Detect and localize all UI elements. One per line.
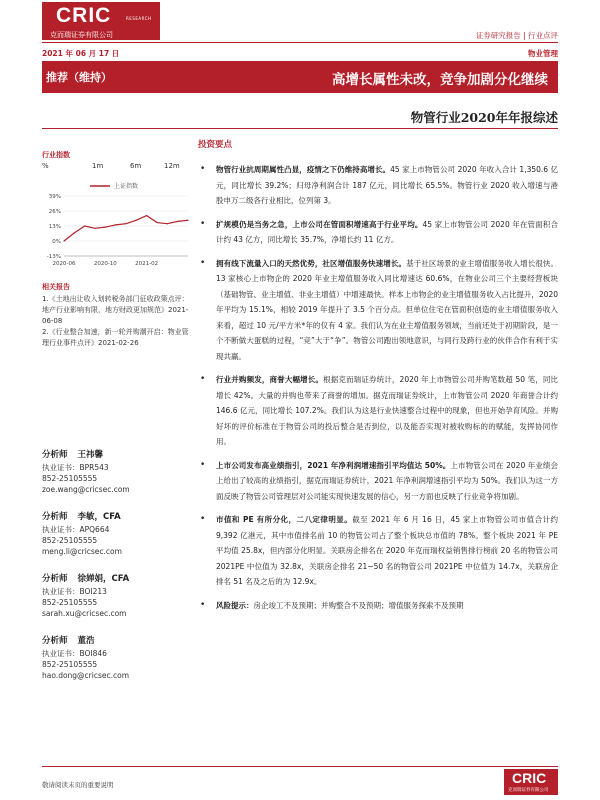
y-tick-label: -13% [46, 254, 61, 260]
y-tick-label: 39% [48, 194, 61, 200]
rating-label: 推荐（维持） [46, 71, 112, 84]
related-reports [42, 282, 192, 349]
analyst-name: 李敏，CFA [77, 512, 121, 522]
report-type: 证券研究报告 | 行业点评 [475, 31, 558, 40]
highlight-lead: 行业并购频发，商誉大幅增长。 [216, 375, 324, 384]
y-tick-label: 13% [48, 224, 61, 230]
data-point [125, 223, 126, 224]
highlight-item [198, 458, 558, 505]
index-chart [42, 178, 192, 270]
index-box [42, 150, 192, 170]
highlight-lead: 上市公司发布高业绩指引，2021 年净利润增速指引平均值达 50%。 [216, 460, 451, 470]
analyst-label: 分析师 [42, 574, 68, 584]
footer-note: 敬请阅读末页的重要说明 [42, 781, 114, 789]
highlight-lead: 拥有线下流量入口的天然优势，社区增值服务快速增长。 [216, 258, 407, 268]
data-point [177, 221, 178, 222]
risk-warning [198, 598, 558, 614]
analyst-name: 徐婵娟，CFA [77, 574, 130, 584]
analyst-block [42, 510, 192, 557]
data-point [156, 222, 157, 223]
investment-highlights [198, 138, 558, 613]
highlight-item [198, 512, 558, 590]
x-tick-label: 2020-10 [93, 261, 117, 267]
sector-label: 物业管理 [528, 49, 558, 58]
section-title: 投资要点 [198, 140, 233, 150]
analyst-label: 分析师 [42, 450, 68, 460]
series-line [64, 216, 188, 241]
related-report-item: 1.《土地出让收入划转税务部门征收政策点评：地产行业影响有限，地方财政更加规范》2021-06-08 [42, 295, 189, 325]
title-banner [42, 61, 558, 93]
analyst-name: 王祎馨 [77, 450, 104, 460]
footer-logo [504, 769, 558, 795]
subtitle-divider [42, 128, 558, 129]
highlight-item [198, 217, 558, 248]
report-subtitle: 物管行业2020年年报综述 [410, 110, 558, 125]
x-tick-label: 2020-06 [52, 261, 76, 267]
y-tick-label: 26% [48, 209, 61, 215]
data-point [115, 224, 116, 225]
report-date: 2021 年 06 月 17 日 [42, 49, 120, 58]
analyst-label: 分析师 [42, 636, 68, 646]
index-box-title: 行业指数 [42, 151, 70, 159]
logo-tiny-text: RESEARCH [126, 16, 152, 21]
data-point [63, 240, 64, 241]
index-col-1m: 1m [92, 162, 104, 170]
report-headline: 高增长属性未改，竞争加剧分化继续 [332, 72, 548, 88]
analyst-phone: 852-25105555 [42, 660, 98, 669]
highlight-body: 45 家上市物管公司 2020 年收入合计 1,350.6 亿元，同比增长 39.2%；归母净利润合计 187 亿元，同比增长 65.5%。物管行业 2020 收入增速与港股申万二级各行业相比，位列第 3。 [216, 165, 558, 205]
analyst-block [42, 634, 192, 681]
x-tick-label: 2021-02 [135, 261, 159, 267]
analyst-phone: 852-25105555 [42, 536, 98, 545]
index-chart-svg [42, 178, 192, 270]
index-unit: % [42, 162, 49, 170]
footer-logo-subtitle: 克而瑞证券有限公司 [508, 788, 549, 793]
data-point [74, 232, 75, 233]
highlight-body: 上市物管公司在 2020 年业绩会上给出了较高的业绩指引，据克而瑞证券统计，2021 年净利润增速指引平均为 50%。我们认为这一方面反映了物管公司管理层对公司能实现快速发展的信心，另一方面也反映了行业竞争将加剧。 [216, 460, 559, 501]
related-reports-title: 相关报告 [42, 283, 70, 291]
analyst-cert: 执业证书：BPR543 [42, 463, 109, 472]
analyst-email: hao.dong@cricsec.com [42, 671, 130, 680]
highlight-body: 截至 2021 年 6 月 16 日，45 家上市物管公司市值合计约 9,392 亿港元，其中市值排名前 10 的物管公司占了整个板块总市值的 78%。整个板块 2021 年 PE 平均值 25.8x，但内部分化明显。关联房企排名在 2020 年克而瑞权益销售排行榜前 20 名的物管公司 2021PE 中位值为 32.8x，关联房企排名 21~50 名的物管公司 2021PE 中位值为 14.7x，关联房企排名 51 名及之后的为 12.9x。 [216, 515, 558, 586]
highlight-body: 根据克而瑞证券统计，2020 年上市物管公司并购笔数超 50 笔，同比增长 42%。大量的并购也带来了商誉的增加。据克而瑞证券统计，上市物管公司 2020 年商誉合计约 146.6 亿元，同比增长 107.2%。我们认为这是行业快速整合过程中的现象，但也开始孕育风险。并购好坏的评价标准在于物管公司的投后整合是否到位，以及能否实现对被收购标的的赋能，发挥协同作用。 [216, 375, 559, 446]
analyst-email: meng.li@cricsec.com [42, 547, 122, 556]
index-col-6m: 6m [130, 162, 142, 170]
highlight-item [198, 256, 558, 365]
analyst-email: zoe.wang@cricsec.com [42, 485, 130, 494]
analyst-phone: 852-25105555 [42, 598, 98, 607]
highlight-body: 45 家上市物管公司 2020 年在管面积合计约 43 亿方，同比增长 35.7%，净增长约 11 亿方。 [216, 219, 558, 244]
analyst-cert: 执业证书：BOI846 [42, 649, 107, 658]
highlight-item [198, 162, 558, 209]
highlight-lead: 扩规模仍是当务之急，上市公司在管面积增速高于行业平均。 [216, 219, 423, 229]
data-point [136, 220, 137, 221]
y-tick-label: 0% [52, 239, 61, 245]
related-report-item: 2.《行业整合加速，新一轮并购潮开启：物业管理行业事件点评》2021-02-26 [42, 328, 189, 347]
analyst-block [42, 448, 192, 495]
analyst-block [42, 572, 192, 619]
risk-lead: 风险提示： [216, 600, 254, 610]
footer-divider [42, 766, 558, 767]
logo-text: CRIC [56, 4, 112, 27]
header-divider [42, 42, 558, 43]
analyst-cert: 执业证书：APQ664 [42, 525, 110, 534]
legend-label: 上证指数 [114, 183, 139, 190]
index-col-12m: 12m [164, 162, 180, 170]
data-point [105, 227, 106, 228]
highlight-item [198, 372, 558, 450]
risk-body: 房企竣工不及预期；并购整合不及预期；增值服务探索不及预期 [253, 600, 464, 610]
data-point [167, 223, 168, 224]
highlight-lead: 市值和 PE 有所分化，二八定律明显。 [216, 515, 353, 524]
data-point [146, 215, 147, 216]
highlight-body: 基于社区场景的业主增值服务收入增长很快。13 家核心上市物企的 2020 年业主增值服务收入同比增速达 60.6%，在物业公司三个主要经营板块（基础物管、业主增值、非业主增值）中增速最快。样本上市物企的业主增值服务收入占比提升，2020 年平均为 15.1%，相较 2019 年提升了 3.5 个百分点。但单位住宅在管面积创造的业主增值服务收入来看，超过 10 元/平方米*年的仅有 4 家。我们认为在业主增值服务领域，当前还处于初期阶段，是一个不断做大蛋糕的过程，“竞”大于“争”。物管公司跑出领地意识，与同行及跨行业的伙伴合作有利于实现共赢。 [216, 258, 559, 361]
analyst-phone: 852-25105555 [42, 474, 98, 483]
analyst-email: sarah.xu@cricsec.com [42, 609, 127, 618]
analyst-name: 董浩 [77, 636, 95, 646]
highlight-lead: 物管行业抗周期属性凸显，疫情之下仍维持高增长。 [216, 165, 391, 174]
data-point [84, 225, 85, 226]
data-point [94, 228, 95, 229]
data-point [187, 220, 188, 221]
logo-subtitle: 克而瑞证券有限公司 [50, 31, 113, 39]
company-logo [42, 2, 160, 40]
index-box-header [42, 162, 192, 170]
analyst-label: 分析师 [42, 512, 68, 522]
analyst-cert: 执业证书：BOI213 [42, 587, 107, 596]
footer-logo-text: CRIC [512, 770, 547, 786]
